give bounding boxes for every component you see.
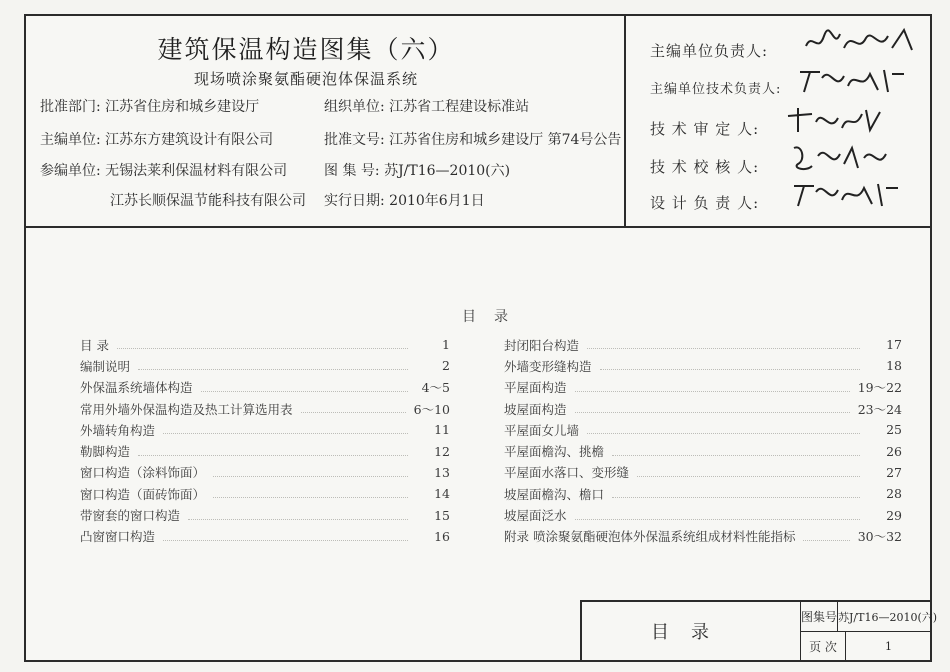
toc-entry-page: 26 <box>886 443 902 459</box>
toc-entry-label: 常用外墙外保温构造及热工计算选用表 <box>80 401 293 417</box>
toc-entry[interactable] <box>80 377 450 398</box>
toc-entry-label: 外墙变形缝构造 <box>504 358 592 374</box>
toc-entry[interactable] <box>80 483 450 504</box>
leader-dots <box>637 476 860 477</box>
toc-entry-page: 25 <box>886 422 902 438</box>
leader-dots <box>575 412 850 413</box>
toc-entry-page: 29 <box>886 507 902 523</box>
leader-dots <box>138 455 408 456</box>
toc-entry-label: 外墙转角构造 <box>80 422 156 438</box>
toc-entry-page: 15 <box>434 507 450 523</box>
leader-dots <box>612 497 860 498</box>
info-right: 实行日期: 2010年6月1日 <box>324 193 485 209</box>
toc-entry-label: 目 录 <box>80 337 109 353</box>
toc-entry-page: 13 <box>434 464 450 480</box>
leader-dots <box>213 497 408 498</box>
toc-entry[interactable] <box>80 398 450 419</box>
info-right: 图 集 号: 苏J/T16—2010(六) <box>324 163 511 179</box>
signature-row <box>650 78 781 97</box>
info-left: 主编单位: 江苏东方建筑设计有限公司 <box>40 132 274 148</box>
toc-entry[interactable] <box>504 526 902 547</box>
toc-entry-label: 坡屋面檐沟、檐口 <box>504 486 605 502</box>
info-left: 参编单位: 无锡法莱利保温材料有限公司 <box>40 163 288 179</box>
toc-entry-page: 30～32 <box>857 529 902 545</box>
toc-entry-label: 带窗套的窗口构造 <box>80 508 181 524</box>
toc-entry[interactable] <box>80 504 450 525</box>
toc-entry[interactable] <box>504 355 902 376</box>
toc-entry[interactable] <box>80 419 450 440</box>
toc-entry-page: 19～22 <box>857 380 902 396</box>
toc-entry-page: 6～10 <box>413 401 450 417</box>
toc-entry[interactable] <box>504 462 902 483</box>
toc-entry[interactable] <box>504 377 902 398</box>
leader-dots <box>163 433 408 434</box>
toc-entry[interactable] <box>80 440 450 461</box>
signature-role: 设 计 负 责 人: <box>650 194 760 212</box>
drawing-frame <box>24 14 938 662</box>
toc-entry-page: 14 <box>434 486 450 502</box>
handwritten-signature <box>782 102 902 138</box>
toc-entry-page: 27 <box>886 464 902 480</box>
toc-entry-label: 平屋面女儿墙 <box>504 422 580 438</box>
info-row <box>40 129 622 149</box>
toc-entry[interactable] <box>80 526 450 547</box>
handwritten-signature <box>786 176 906 212</box>
toc-entry[interactable] <box>80 334 450 355</box>
atlas-number-row <box>801 602 938 631</box>
signature-row <box>650 192 759 213</box>
toc-entry-label: 编制说明 <box>80 358 131 374</box>
sheet-name: 目录 <box>651 622 731 643</box>
toc-entry-page: 17 <box>886 337 902 353</box>
leader-dots <box>575 391 850 392</box>
toc-entry-page: 12 <box>434 443 450 459</box>
toc-entry-page: 16 <box>434 528 450 544</box>
info-row <box>40 160 511 180</box>
toc-entry-label: 平屋面构造 <box>504 380 567 396</box>
signature-row <box>650 118 759 139</box>
toc-entry-page: 11 <box>434 422 450 438</box>
toc-entry-label: 平屋面水落口、变形缝 <box>504 465 630 481</box>
info-left: 批准部门: 江苏省住房和城乡建设厅 <box>40 99 260 115</box>
signature-row <box>650 156 759 177</box>
toc-entry-label: 坡屋面泛水 <box>504 508 567 524</box>
toc-entry-label: 窗口构造（涂料饰面） <box>80 465 206 481</box>
leader-dots <box>117 348 408 349</box>
leader-dots <box>575 519 860 520</box>
toc-entry[interactable] <box>80 355 450 376</box>
info-row <box>40 190 485 210</box>
toc-entry-label: 凸窗窗口构造 <box>80 529 156 545</box>
toc-entry[interactable] <box>504 398 902 419</box>
title-block-grid <box>800 602 938 660</box>
toc-entry[interactable] <box>80 462 450 483</box>
toc-entry-page: 18 <box>886 358 902 374</box>
title-block <box>580 600 938 660</box>
leader-dots <box>803 540 849 541</box>
toc-entry-label: 附录 喷涂聚氨酯硬泡体外保温系统组成材料性能指标 <box>504 529 796 545</box>
signature-row <box>650 40 768 61</box>
atlas-title: 建筑保温构造图集（六） <box>157 35 455 64</box>
page-number-value: 1 <box>885 640 892 653</box>
toc-entry[interactable] <box>504 419 902 440</box>
info-left: 江苏长顺保温节能科技有限公司 <box>110 193 306 209</box>
leader-dots <box>213 476 408 477</box>
toc-heading: 目录 <box>462 309 526 325</box>
leader-dots <box>188 519 408 520</box>
toc-entry[interactable] <box>504 440 902 461</box>
toc-entry-page: 2 <box>442 358 450 374</box>
signature-panel <box>624 16 930 228</box>
atlas-subtitle: 现场喷涂聚氨酯硬泡体保温系统 <box>193 70 418 88</box>
info-right: 批准文号: 江苏省住房和城乡建设厅 第74号公告 <box>324 132 622 148</box>
handwritten-signature <box>786 140 906 176</box>
toc-entry-label: 外保温系统墙体构造 <box>80 380 193 396</box>
toc-entry-page: 1 <box>442 337 450 353</box>
signature-role: 主编单位负责人: <box>650 42 769 60</box>
signature-role: 主编单位技术负责人: <box>650 82 782 97</box>
toc-entry[interactable] <box>504 483 902 504</box>
toc-entry-page: 4～5 <box>421 380 450 396</box>
handwritten-signature <box>792 62 912 98</box>
signature-role: 技 术 校 核 人: <box>650 158 760 176</box>
leader-dots <box>138 369 408 370</box>
header-info-panel <box>26 16 626 228</box>
toc-entry-label: 窗口构造（面砖饰面） <box>80 486 206 502</box>
toc-entry-label: 坡屋面构造 <box>504 401 567 417</box>
leader-dots <box>600 369 860 370</box>
toc-entry-label: 勒脚构造 <box>80 444 131 460</box>
info-row <box>40 96 530 116</box>
handwritten-signature <box>800 24 920 60</box>
leader-dots <box>301 412 406 413</box>
leader-dots <box>612 455 860 456</box>
leader-dots <box>587 348 860 349</box>
leader-dots <box>201 391 408 392</box>
toc-right-column <box>504 334 902 547</box>
toc-entry-label: 封闭阳台构造 <box>504 337 580 353</box>
atlas-number-label: 图集号 <box>801 602 838 631</box>
signature-role: 技 术 审 定 人: <box>650 120 760 138</box>
info-right: 组织单位: 江苏省工程建设标准站 <box>324 99 530 115</box>
toc-entry-label: 平屋面檐沟、挑檐 <box>504 444 605 460</box>
toc-entry[interactable] <box>504 334 902 355</box>
toc-entry[interactable] <box>504 504 902 525</box>
toc-entry-page: 23～24 <box>857 401 902 417</box>
toc-left-column <box>80 334 450 547</box>
page-number-row <box>801 631 931 661</box>
leader-dots <box>587 433 860 434</box>
page-number-label: 页 次 <box>801 632 846 661</box>
toc-entry-page: 28 <box>886 486 902 502</box>
atlas-number-value: 苏J/T16—2010(六) <box>838 610 938 624</box>
leader-dots <box>163 540 408 541</box>
